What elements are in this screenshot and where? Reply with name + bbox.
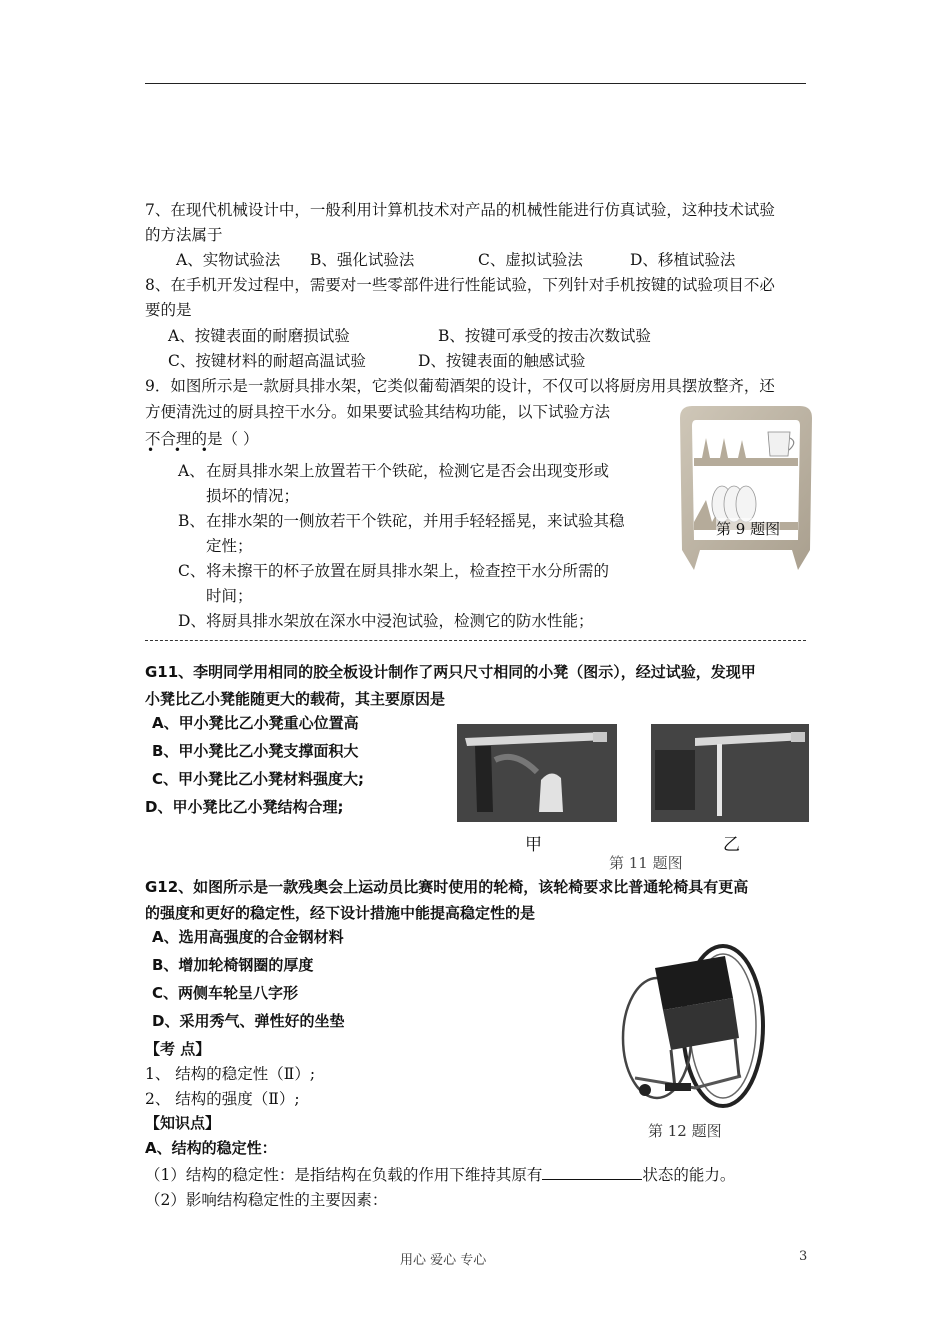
zhishidian-sub-a: A、结构的稳定性： xyxy=(145,1139,277,1157)
q8-option-a: A、按键表面的耐磨损试验 xyxy=(168,327,350,345)
stools-drawing xyxy=(455,720,811,860)
g11-option-d: D、甲小凳比乙小凳结构合理; xyxy=(145,798,344,816)
fill-in-blank xyxy=(542,1165,642,1180)
zhishidian-item-1 xyxy=(145,1163,735,1185)
q9-option-d-l1: 将厨具排水架放在深水中浸泡试验，检测它的防水性能； xyxy=(206,612,594,630)
q9-line2: 方便清洗过的厨具控干水分。如果要试验其结构功能，以下试验方法 xyxy=(145,403,611,421)
g11-label-jia: 甲 xyxy=(525,835,542,855)
q9-option-c-l1: 将未擦干的杯子放置在厨具排水架上，检查控干水分所需的 xyxy=(206,562,610,580)
q7-option-b: B、强化试验法 xyxy=(310,251,415,269)
q7-line2: 的方法属于 xyxy=(145,226,223,244)
q7-option-c: C、虚拟试验法 xyxy=(478,251,583,269)
kaodian-item-2: 2、 结构的强度（Ⅱ）; xyxy=(145,1090,300,1108)
kaodian-heading: 【考 点】 xyxy=(145,1040,211,1058)
dish-rack-drawing xyxy=(672,400,820,572)
zhishidian-heading: 【知识点】 xyxy=(145,1114,221,1132)
g12-wheelchair-figure xyxy=(615,938,773,1143)
q9-option-b-label: B、 xyxy=(178,512,205,530)
q9-option-b-l1: 在排水架的一侧放若干个铁砣，并用手轻轻摇晃，来试验其稳 xyxy=(206,512,625,530)
q9-option-b-l2: 定性； xyxy=(206,537,253,555)
q9-option-c-label: C、 xyxy=(178,562,206,580)
q7-option-a: A、实物试验法 xyxy=(176,251,281,269)
q9-paren: 的是（ ） xyxy=(191,430,259,448)
zhishidian-item-1-prefix: （1）结构的稳定性：是指结构在负载的作用下维持其原有 xyxy=(145,1166,543,1184)
q8-line2: 要的是 xyxy=(145,301,192,319)
footer-text: 用心 爱心 专心 xyxy=(400,1253,487,1268)
g11-stools-figure xyxy=(455,720,811,872)
header-rule xyxy=(145,83,806,84)
g11-option-c: C、甲小凳比乙小凳材料强度大; xyxy=(152,770,365,788)
page-number: 3 xyxy=(799,1249,808,1264)
g11-label-yi: 乙 xyxy=(723,835,740,855)
q9-option-a-l1: 在厨具排水架上放置若干个铁砣，检测它是否会出现变形或 xyxy=(206,462,610,480)
g11-option-a: A、甲小凳比乙小凳重心位置高 xyxy=(152,714,359,732)
g12-option-d: D、采用秀气、弹性好的坐垫 xyxy=(152,1012,345,1030)
g11-option-b: B、甲小凳比乙小凳支撑面积大 xyxy=(152,742,359,760)
q9-emphasis: 不合理 xyxy=(145,430,192,448)
zhishidian-item-2: （2）影响结构稳定性的主要因素： xyxy=(145,1191,388,1209)
g12-option-c: C、两侧车轮呈八字形 xyxy=(152,984,299,1002)
g12-line1: G12、如图所示是一款残奥会上运动员比赛时使用的轮椅，该轮椅要求比普通轮椅具有更高 xyxy=(145,878,749,896)
g12-option-b: B、增加轮椅钢圈的厚度 xyxy=(152,956,314,974)
q8-option-b: B、按键可承受的按击次数试验 xyxy=(438,327,651,345)
q8-option-d: D、按键表面的触感试验 xyxy=(418,352,586,370)
g11-line2: 小凳比乙小凳能随更大的载荷，其主要原因是 xyxy=(145,690,446,708)
q8-option-c: C、按键材料的耐超高温试验 xyxy=(168,352,366,370)
q9-option-c-l2: 时间； xyxy=(206,587,253,605)
q9-line1: 9．如图所示是一款厨具排水架，它类似葡萄酒架的设计，不仅可以将厨房用具摆放整齐，还 xyxy=(145,377,775,395)
q9-option-a-l2: 损坏的情况； xyxy=(206,487,300,505)
kaodian-item-1: 1、 结构的稳定性（Ⅱ）; xyxy=(145,1065,316,1083)
emphasis-dots: • • • xyxy=(147,443,216,457)
g12-line2: 的强度和更好的稳定性，经下设计措施中能提高稳定性的是 xyxy=(145,904,536,922)
wheelchair-drawing xyxy=(615,938,773,1113)
q7-line1: 7、在现代机械设计中，一般利用计算机技术对产品的机械性能进行仿真试验，这种技术试验 xyxy=(145,201,775,219)
q9-dish-rack-figure xyxy=(672,400,820,572)
section-separator xyxy=(145,640,806,641)
q9-figure-caption: 第 9 题图 xyxy=(716,520,781,538)
q8-line1: 8、在手机开发过程中，需要对一些零部件进行性能试验，下列针对手机按键的试验项目不必 xyxy=(145,276,775,294)
q7-option-d: D、移植试验法 xyxy=(630,251,736,269)
q9-option-a-label: A、 xyxy=(178,462,205,480)
g11-figure-caption: 第 11 题图 xyxy=(609,854,683,872)
g12-option-a: A、选用高强度的合金钢材料 xyxy=(152,928,344,946)
zhishidian-item-1-suffix: 状态的能力。 xyxy=(642,1166,736,1184)
q9-option-d-label: D、 xyxy=(178,612,206,630)
g11-line1: G11、李明同学用相同的胶全板设计制作了两只尺寸相同的小凳（图示），经过试验，发现甲 xyxy=(145,663,756,681)
g12-figure-caption: 第 12 题图 xyxy=(648,1122,722,1140)
